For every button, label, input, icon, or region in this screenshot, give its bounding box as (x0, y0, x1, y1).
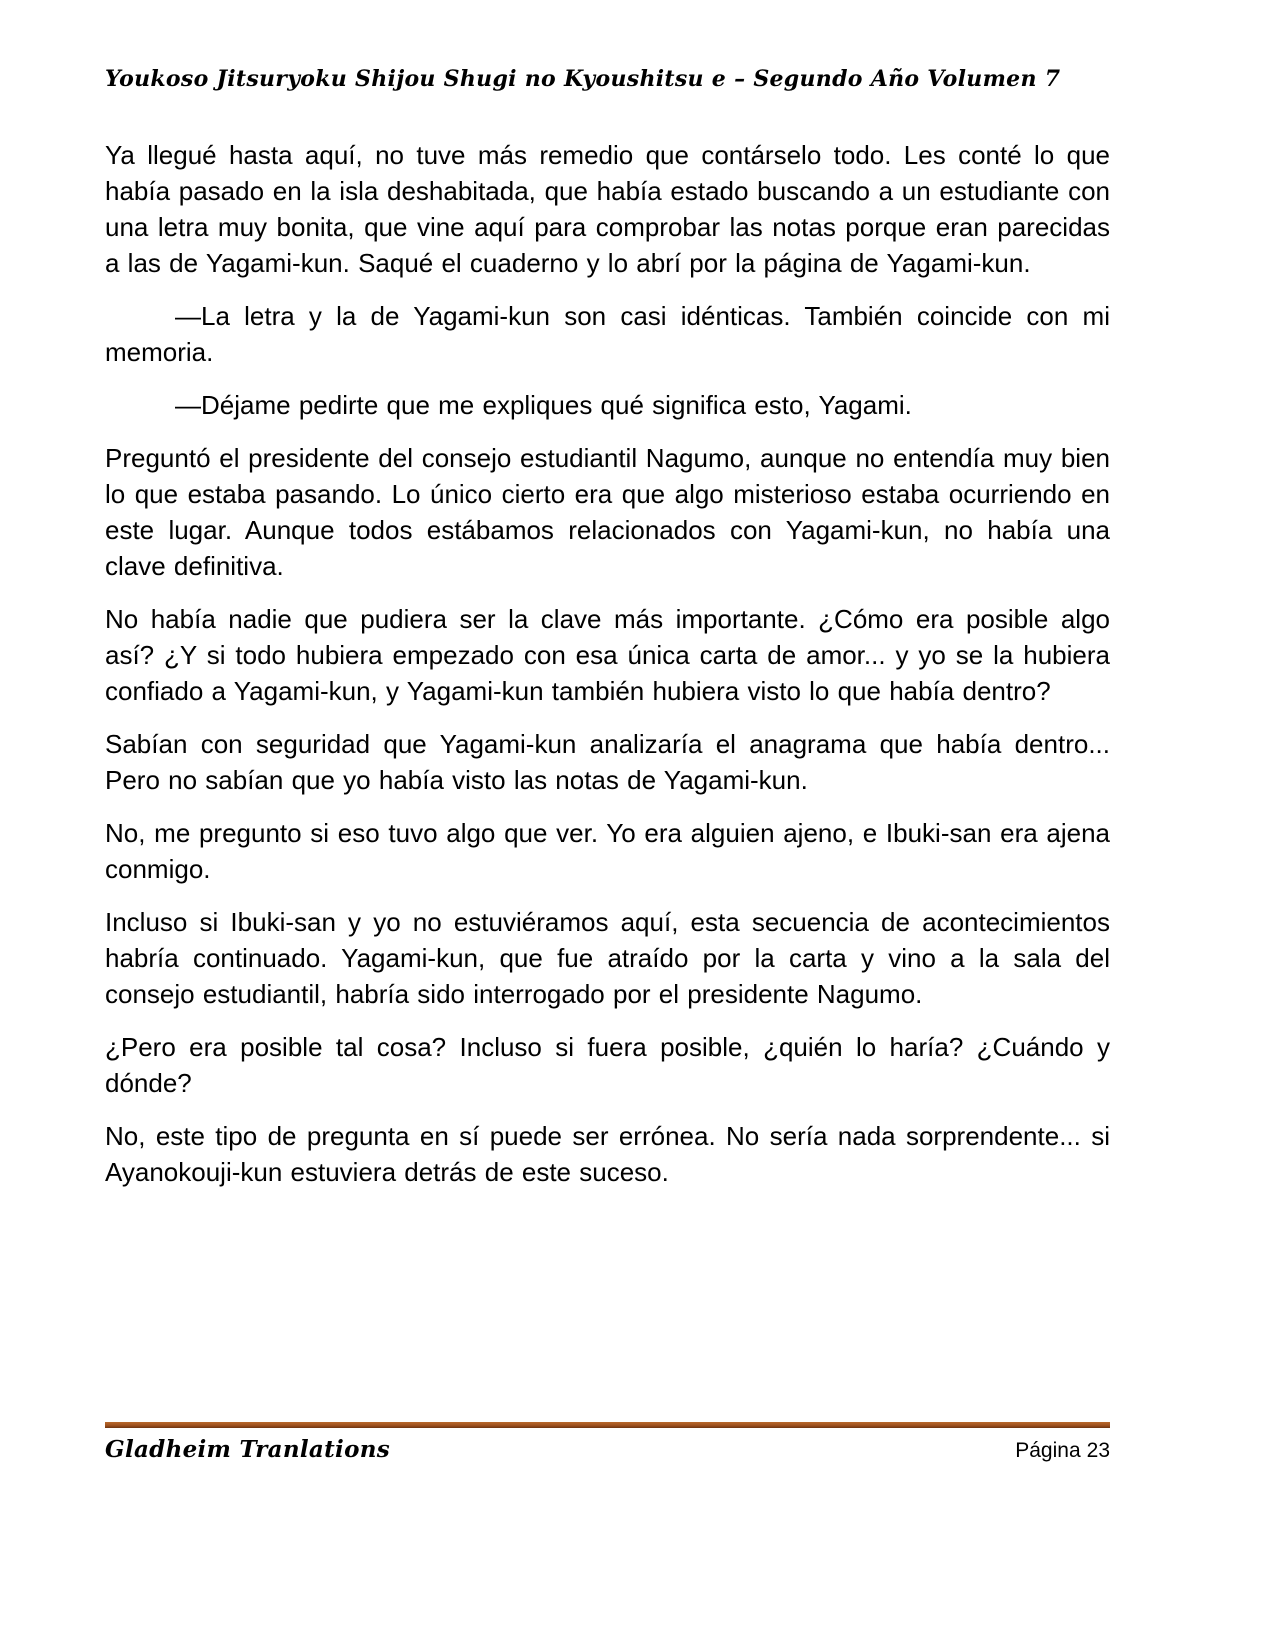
page-number-label: Página (1015, 1439, 1081, 1462)
body-paragraph: ¿Pero era posible tal cosa? Incluso si fuera posible, ¿quién lo haría? ¿Cuándo y dónde? (105, 1032, 1110, 1098)
header-title: Youkoso Jitsuryoku Shijou Shugi no Kyoushitsu e – Segundo Año Volumen 7 (105, 66, 1061, 92)
page-number-value: 23 (1086, 1439, 1110, 1462)
page-footer (105, 1422, 1110, 1463)
body-paragraph: Ya llegué hasta aquí, no tuve más remedio que contárselo todo. Les conté lo que había pasado en la isla deshabitada, que había estado buscando a un estudiante con una letra muy bonita, que vine aquí para comprobar las notas porque eran parecidas a las de Yagami-kun. Saqué el cuaderno y lo abrí por la página de Yagami-kun. (105, 140, 1110, 278)
footer-rule (105, 1422, 1110, 1428)
translator-credit: Gladheim Tranlations (105, 1436, 390, 1463)
body-paragraph: Sabían con seguridad que Yagami-kun analizaría el anagrama que había dentro... Pero no sabían que yo había visto las notas de Yagami-kun. (105, 729, 1110, 795)
body-paragraph: Incluso si Ibuki-san y yo no estuviéramos aquí, esta secuencia de acontecimientos habría continuado. Yagami-kun, que fue atraído por la carta y vino a la sala del consejo estudiantil, habría sido interrogado por el presidente Nagumo. (105, 907, 1110, 1009)
body-paragraph: No había nadie que pudiera ser la clave más importante. ¿Cómo era posible algo así? ¿Y si todo hubiera empezado con esa única carta de amor... y yo se la hubiera confiado a Yagami-kun, y Yagami-kun también hubiera visto lo que había dentro? (105, 604, 1110, 706)
footer-row (105, 1436, 1110, 1463)
page-number (1015, 1439, 1110, 1463)
body-paragraph-dialogue: —La letra y la de Yagami-kun son casi idénticas. También coincide con mi memoria. (105, 301, 1110, 367)
page-body (105, 137, 1110, 1207)
body-paragraph: Preguntó el presidente del consejo estudiantil Nagumo, aunque no entendía muy bien lo que estaba pasando. Lo único cierto era que algo misterioso estaba ocurriendo en este lugar. Aunque todos estábamos relacionados con Yagami-kun, no había una clave definitiva. (105, 443, 1110, 581)
body-paragraph: No, me pregunto si eso tuvo algo que ver. Yo era alguien ajeno, e Ibuki-san era ajena conmigo. (105, 818, 1110, 884)
body-paragraph-dialogue: —Déjame pedirte que me expliques qué significa esto, Yagami. (175, 390, 912, 420)
page-header (105, 66, 1110, 92)
body-paragraph: No, este tipo de pregunta en sí puede ser errónea. No sería nada sorprendente... si Ayanokouji-kun estuviera detrás de este suceso. (105, 1121, 1110, 1187)
